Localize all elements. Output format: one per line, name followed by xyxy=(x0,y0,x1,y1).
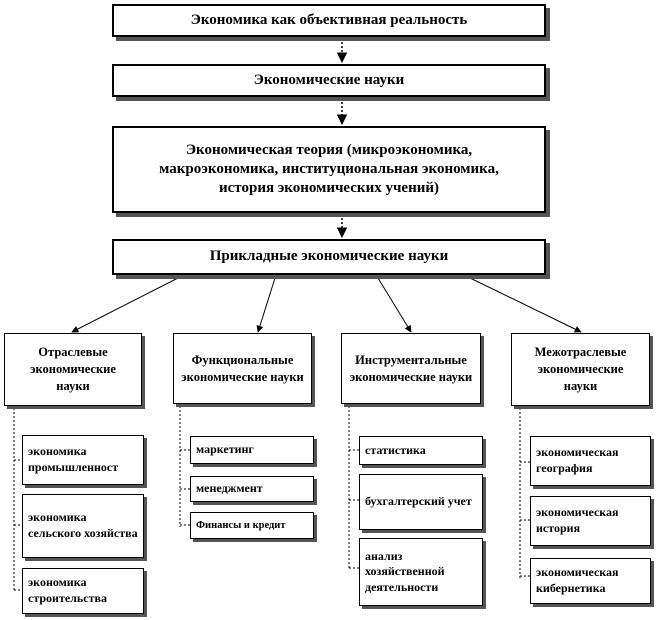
box-applied-sciences-label: Прикладные экономические науки xyxy=(209,248,449,265)
item-marketing xyxy=(190,436,314,464)
item-economic-history xyxy=(530,496,651,546)
category-functional-label: Функциональные экономические науки xyxy=(181,352,304,384)
box-economic-sciences-label: Экономические науки xyxy=(253,71,405,88)
box-economy-reality xyxy=(112,4,546,37)
item-economic-geography xyxy=(530,436,651,486)
item-business-analysis xyxy=(359,538,483,606)
item-accounting-label: бухгалтерский учет xyxy=(365,494,472,509)
box-applied-sciences xyxy=(112,239,546,275)
category-sectoral-label: Отраслевые экономические науки xyxy=(30,345,116,393)
item-accounting xyxy=(359,474,483,530)
item-economic-history-label: экономическая история xyxy=(536,505,619,535)
arrow-to-category-3 xyxy=(378,278,411,332)
box-economic-theory xyxy=(112,126,546,213)
arrow-to-category-2 xyxy=(258,278,275,332)
item-agriculture-economics-label: экономика сельского хозяйства xyxy=(28,510,138,540)
item-economic-cybernetics-label: экономическая кибернетика xyxy=(536,565,619,595)
item-statistics xyxy=(359,436,483,465)
category-instrumental-label: Инструментальные экономические науки xyxy=(349,352,473,384)
item-management xyxy=(190,476,314,502)
box-economic-sciences xyxy=(112,64,546,97)
item-management-label: менеджмент xyxy=(196,481,263,496)
item-construction-economics xyxy=(22,568,144,614)
arrow-to-category-4 xyxy=(470,278,581,332)
item-construction-economics-label: экономика строительства xyxy=(28,575,107,605)
arrow-to-category-1 xyxy=(72,278,178,332)
category-functional xyxy=(173,333,312,404)
item-agriculture-economics xyxy=(22,494,144,558)
category-intersectoral xyxy=(511,333,650,406)
category-instrumental xyxy=(341,333,481,404)
item-economic-geography-label: экономическая география xyxy=(536,445,619,475)
item-industry-economics xyxy=(22,435,144,485)
item-finance-credit xyxy=(190,512,314,539)
category-sectoral xyxy=(4,333,142,406)
item-finance-credit-label: Финансы и кредит xyxy=(196,519,286,531)
category-intersectoral-label: Межотраслевые экономические науки xyxy=(534,345,627,393)
item-business-analysis-label: анализ хозяйственной деятельности xyxy=(365,548,445,594)
item-marketing-label: маркетинг xyxy=(196,442,254,457)
item-economic-cybernetics xyxy=(530,558,651,604)
item-industry-economics-label: экономика промышленност xyxy=(28,444,119,474)
box-economic-theory-label: Экономическая теория (микроэкономика, макроэкономика, институциональная экономика, история экономических учений) xyxy=(159,141,499,197)
item-statistics-label: статистика xyxy=(365,442,426,457)
box-economy-reality-label: Экономика как объективная реальность xyxy=(190,11,468,28)
